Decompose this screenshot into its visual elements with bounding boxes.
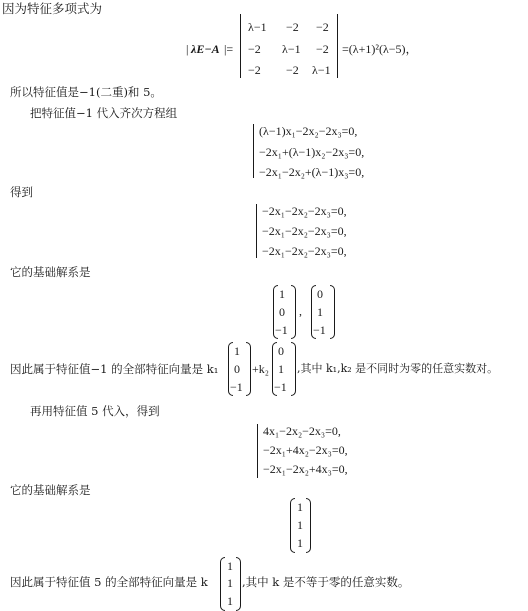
eigvec1-v1-right-bracket	[246, 342, 251, 396]
det-cell: −2	[286, 63, 299, 77]
system3-eq: −2x₁−2x₂+4x₃=0,	[263, 462, 348, 476]
eigvec1-v1-entry: −1	[230, 380, 243, 394]
det-cell: λ−1	[282, 42, 301, 56]
basis2-entry: 1	[297, 536, 303, 550]
eigvec1-v2-right-bracket	[291, 342, 296, 396]
basis2-right-bracket	[306, 498, 311, 553]
basis-text-1: 它的基础解系是	[10, 265, 91, 279]
eigvec1-v2-entry: −1	[274, 380, 287, 394]
det-cell: −2	[316, 42, 329, 56]
get-text: 得到	[10, 185, 33, 199]
substitute-neg1-text: 把特征值−1 代入齐次方程组	[30, 106, 178, 120]
det-lhs-open: |	[186, 42, 189, 56]
eigvec1-prefix: 因此属于特征值−1 的全部特征向量是 k₁	[10, 362, 219, 376]
eigvec2-entry: 1	[227, 559, 233, 573]
basis1-v1-right-bracket	[291, 285, 296, 339]
eigvec2-right-bracket	[236, 557, 241, 611]
eigvec2-prefix: 因此属于特征值 5 的全部特征向量是 k	[10, 575, 208, 589]
det-right-bar	[337, 14, 338, 78]
det-result: =(λ+1)²(λ−5)，	[342, 42, 418, 56]
basis1-v1-entry: 0	[279, 305, 285, 319]
det-cell: −2	[248, 42, 261, 56]
det-lhs-close: |=	[224, 42, 234, 56]
system3-eq: 4x₁−2x₂−2x₃=0,	[263, 424, 341, 438]
basis1-v1-entry: −1	[275, 323, 288, 337]
det-cell: λ−1	[248, 20, 267, 34]
eigvec1-suffix: ,其中 k₁,k₂ 是不同时为零的任意实数对。	[297, 362, 499, 375]
intro-text: 因为特征多项式为	[2, 1, 103, 16]
system3-eq: −2x₁+4x₂−2x₃=0,	[263, 443, 348, 457]
basis-text-2: 它的基础解系是	[10, 483, 91, 497]
det-cell: −2	[286, 20, 299, 34]
eigvec1-v2-entry: 0	[278, 344, 284, 358]
eigvec2-left-bracket	[220, 557, 225, 611]
basis1-separator: ,	[299, 304, 302, 318]
basis1-v2-entry: −1	[313, 323, 326, 337]
det-cell: −2	[248, 63, 261, 77]
det-lhs-expr: λE−A	[191, 42, 220, 56]
system2-eq: −2x₁−2x₂−2x₃=0,	[262, 244, 347, 258]
basis1-v1-entry: 1	[279, 287, 285, 301]
det-cell: −2	[316, 20, 329, 34]
basis2-left-bracket	[290, 498, 295, 553]
det-cell: λ−1	[312, 63, 331, 77]
substitute-5-text: 再用特征值 5 代入，得到	[30, 404, 160, 418]
system2-eq: −2x₁−2x₂−2x₃=0,	[262, 204, 347, 218]
eigvec1-v1-entry: 0	[234, 362, 240, 376]
eigvec1-plus-k2: +k₂	[252, 362, 269, 376]
eigvec2-entry: 1	[227, 576, 233, 590]
det-left-bar	[240, 14, 241, 78]
basis2-entry: 1	[297, 500, 303, 514]
eigvec2-entry: 1	[227, 594, 233, 608]
basis1-v2-entry: 1	[317, 305, 323, 319]
eigvec1-v2-entry: 1	[278, 362, 284, 376]
eigvec2-suffix: ,其中 k 是不等于零的任意实数。	[242, 575, 410, 589]
eigvec1-v1-entry: 1	[234, 344, 240, 358]
basis2-entry: 1	[297, 518, 303, 532]
system1-eq: −2x₁+(λ−1)x₂−2x₃=0,	[259, 145, 365, 159]
system1-eq: (λ−1)x₁−2x₂−2x₃=0,	[259, 124, 358, 138]
basis1-v2-right-bracket	[330, 285, 335, 339]
system2-eq: −2x₁−2x₂−2x₃=0,	[262, 224, 347, 238]
basis1-v2-entry: 0	[317, 287, 323, 301]
eigenvalues-text: 所以特征值是−1(二重)和 5。	[10, 85, 162, 99]
system1-eq: −2x₁−2x₂+(λ−1)x₃=0,	[259, 165, 365, 179]
